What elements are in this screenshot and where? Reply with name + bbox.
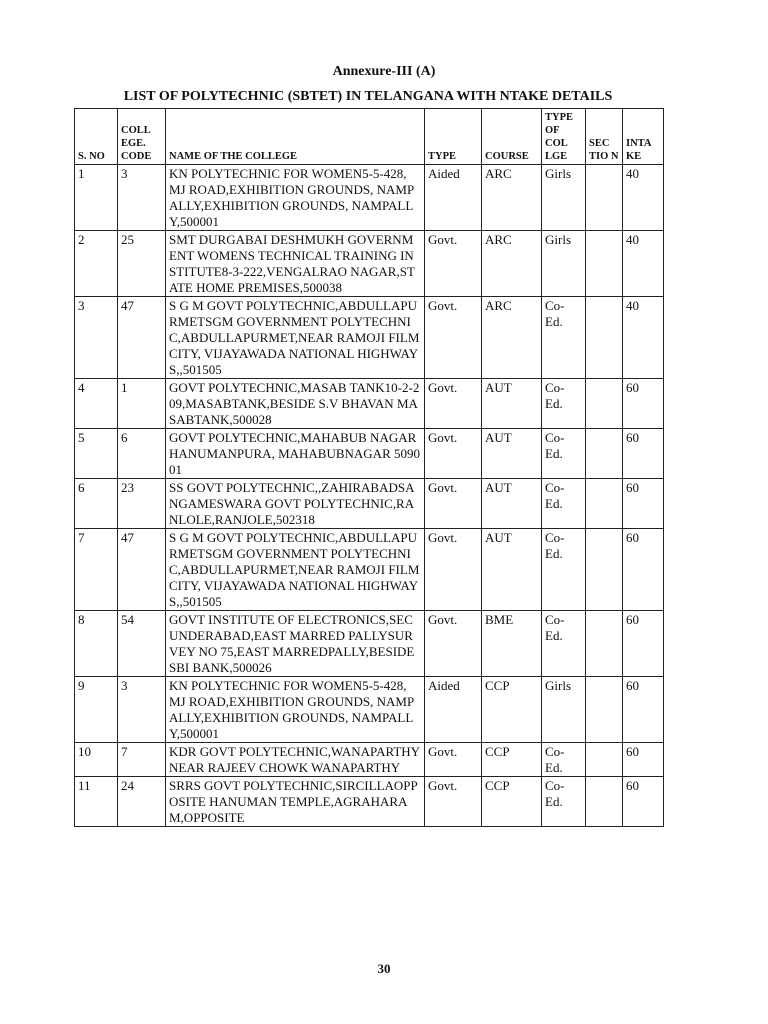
cell-college-name: GOVT INSTITUTE OF ELECTRONICS,SECUNDERABAD,EAST MARRED PALLYSURVEY NO 75,EAST MARREDPALLY,BESIDE SBI BANK,500026: [166, 611, 425, 677]
cell-college-type: Co-Ed.: [542, 529, 586, 611]
cell-college-code: 47: [118, 529, 166, 611]
cell-type: Govt.: [425, 231, 482, 297]
table-row: [75, 479, 664, 529]
cell-type: Govt.: [425, 743, 482, 777]
cell-college-name: S G M GOVT POLYTECHNIC,ABDULLAPURMETSGM GOVERNMENT POLYTECHNIC,ABDULLAPURMET,NEAR RAMOJI FILM CITY, VIJAYAWADA NATIONAL HIGHWAYS,,501505: [166, 297, 425, 379]
cell-intake: 60: [623, 379, 664, 429]
header-sno: S. NO: [75, 109, 118, 165]
cell-college-code: 3: [118, 165, 166, 231]
cell-college-name: SS GOVT POLYTECHNIC,,ZAHIRABADSANGAMESWARA GOVT POLYTECHNIC,RANLOLE,RANJOLE,502318: [166, 479, 425, 529]
table-row: [75, 297, 664, 379]
cell-college-code: 3: [118, 677, 166, 743]
cell-sno: 9: [75, 677, 118, 743]
cell-sno: 8: [75, 611, 118, 677]
cell-course: ARC: [482, 165, 542, 231]
cell-section: [586, 677, 623, 743]
cell-college-type: Girls: [542, 677, 586, 743]
cell-type: Govt.: [425, 429, 482, 479]
cell-college-type: Co-Ed.: [542, 743, 586, 777]
document-title: LIST OF POLYTECHNIC (SBTET) IN TELANGANA WITH NTAKE DETAILS: [123, 89, 613, 104]
cell-section: [586, 611, 623, 677]
cell-section: [586, 529, 623, 611]
cell-type: Aided: [425, 677, 482, 743]
header-course: COURSE: [482, 109, 542, 165]
cell-college-type: Girls: [542, 165, 586, 231]
cell-section: [586, 429, 623, 479]
cell-course: ARC: [482, 231, 542, 297]
cell-college-code: 54: [118, 611, 166, 677]
header-college-name: NAME OF THE COLLEGE: [166, 109, 425, 165]
table-row: [75, 429, 664, 479]
cell-college-type: Co-Ed.: [542, 297, 586, 379]
table-row: [75, 165, 664, 231]
table-row: [75, 231, 664, 297]
cell-course: CCP: [482, 743, 542, 777]
cell-college-name: SMT DURGABAI DESHMUKH GOVERNMENT WOMENS TECHNICAL TRAINING INSTITUTE8-3-222,VENGALRAO NAGAR,STATE HOME PREMISES,500038: [166, 231, 425, 297]
cell-college-name: KN POLYTECHNIC FOR WOMEN5-5-428, MJ ROAD,EXHIBITION GROUNDS, NAMPALLY,EXHIBITION GROUNDS, NAMPALLY,500001: [166, 677, 425, 743]
cell-college-code: 1: [118, 379, 166, 429]
header-intake: INTA KE: [623, 109, 664, 165]
annexure-heading: Annexure-III (A): [332, 64, 436, 79]
cell-college-code: 7: [118, 743, 166, 777]
table-row: [75, 529, 664, 611]
cell-section: [586, 479, 623, 529]
cell-section: [586, 231, 623, 297]
cell-college-name: SRRS GOVT POLYTECHNIC,SIRCILLAOPPOSITE HANUMAN TEMPLE,AGRAHARAM,OPPOSITE: [166, 777, 425, 827]
cell-sno: 3: [75, 297, 118, 379]
cell-intake: 60: [623, 777, 664, 827]
cell-sno: 4: [75, 379, 118, 429]
cell-intake: 60: [623, 529, 664, 611]
cell-college-type: Co-Ed.: [542, 379, 586, 429]
cell-type: Aided: [425, 165, 482, 231]
header-section: SEC TIO N: [586, 109, 623, 165]
cell-college-type: Co-Ed.: [542, 429, 586, 479]
cell-type: Govt.: [425, 777, 482, 827]
cell-course: CCP: [482, 777, 542, 827]
cell-college-type: Co-Ed.: [542, 479, 586, 529]
cell-course: AUT: [482, 479, 542, 529]
table-row: [75, 611, 664, 677]
cell-section: [586, 379, 623, 429]
cell-intake: 60: [623, 429, 664, 479]
header-college-code: COLL EGE. CODE: [118, 109, 166, 165]
cell-college-name: S G M GOVT POLYTECHNIC,ABDULLAPURMETSGM GOVERNMENT POLYTECHNIC,ABDULLAPURMET,NEAR RAMOJI FILM CITY, VIJAYAWADA NATIONAL HIGHWAYS,,501505: [166, 529, 425, 611]
cell-type: Govt.: [425, 379, 482, 429]
cell-college-code: 24: [118, 777, 166, 827]
cell-college-code: 47: [118, 297, 166, 379]
cell-intake: 40: [623, 165, 664, 231]
table-row: [75, 677, 664, 743]
cell-course: CCP: [482, 677, 542, 743]
table-row: [75, 777, 664, 827]
cell-section: [586, 297, 623, 379]
cell-type: Govt.: [425, 529, 482, 611]
cell-course: ARC: [482, 297, 542, 379]
cell-course: AUT: [482, 379, 542, 429]
cell-type: Govt.: [425, 479, 482, 529]
table-header-row: [75, 109, 664, 165]
cell-type: Govt.: [425, 611, 482, 677]
cell-sno: 1: [75, 165, 118, 231]
cell-college-name: GOVT POLYTECHNIC,MAHABUB NAGARHANUMANPURA, MAHABUBNAGAR 509001: [166, 429, 425, 479]
cell-section: [586, 777, 623, 827]
cell-college-type: Co-Ed.: [542, 611, 586, 677]
cell-intake: 60: [623, 743, 664, 777]
table-row: [75, 743, 664, 777]
header-college-type: TYPE OF COL LGE: [542, 109, 586, 165]
page-number: 30: [377, 961, 391, 976]
cell-section: [586, 165, 623, 231]
cell-course: AUT: [482, 529, 542, 611]
cell-intake: 60: [623, 677, 664, 743]
cell-college-code: 23: [118, 479, 166, 529]
cell-intake: 60: [623, 611, 664, 677]
table-row: [75, 379, 664, 429]
cell-college-name: KN POLYTECHNIC FOR WOMEN5-5-428, MJ ROAD,EXHIBITION GROUNDS, NAMPALLY,EXHIBITION GROUNDS, NAMPALLY,500001: [166, 165, 425, 231]
cell-section: [586, 743, 623, 777]
cell-college-code: 25: [118, 231, 166, 297]
cell-sno: 10: [75, 743, 118, 777]
cell-sno: 2: [75, 231, 118, 297]
cell-course: BME: [482, 611, 542, 677]
cell-type: Govt.: [425, 297, 482, 379]
polytechnic-table: [74, 108, 664, 827]
cell-sno: 11: [75, 777, 118, 827]
cell-college-type: Co-Ed.: [542, 777, 586, 827]
cell-intake: 40: [623, 231, 664, 297]
cell-sno: 7: [75, 529, 118, 611]
cell-intake: 40: [623, 297, 664, 379]
header-type: TYPE: [425, 109, 482, 165]
cell-course: AUT: [482, 429, 542, 479]
cell-sno: 5: [75, 429, 118, 479]
cell-intake: 60: [623, 479, 664, 529]
cell-college-type: Girls: [542, 231, 586, 297]
cell-sno: 6: [75, 479, 118, 529]
cell-college-name: KDR GOVT POLYTECHNIC,WANAPARTHYNEAR RAJEEV CHOWK WANAPARTHY: [166, 743, 425, 777]
cell-college-name: GOVT POLYTECHNIC,MASAB TANK10-2-209,MASABTANK,BESIDE S.V BHAVAN MASABTANK,500028: [166, 379, 425, 429]
cell-college-code: 6: [118, 429, 166, 479]
